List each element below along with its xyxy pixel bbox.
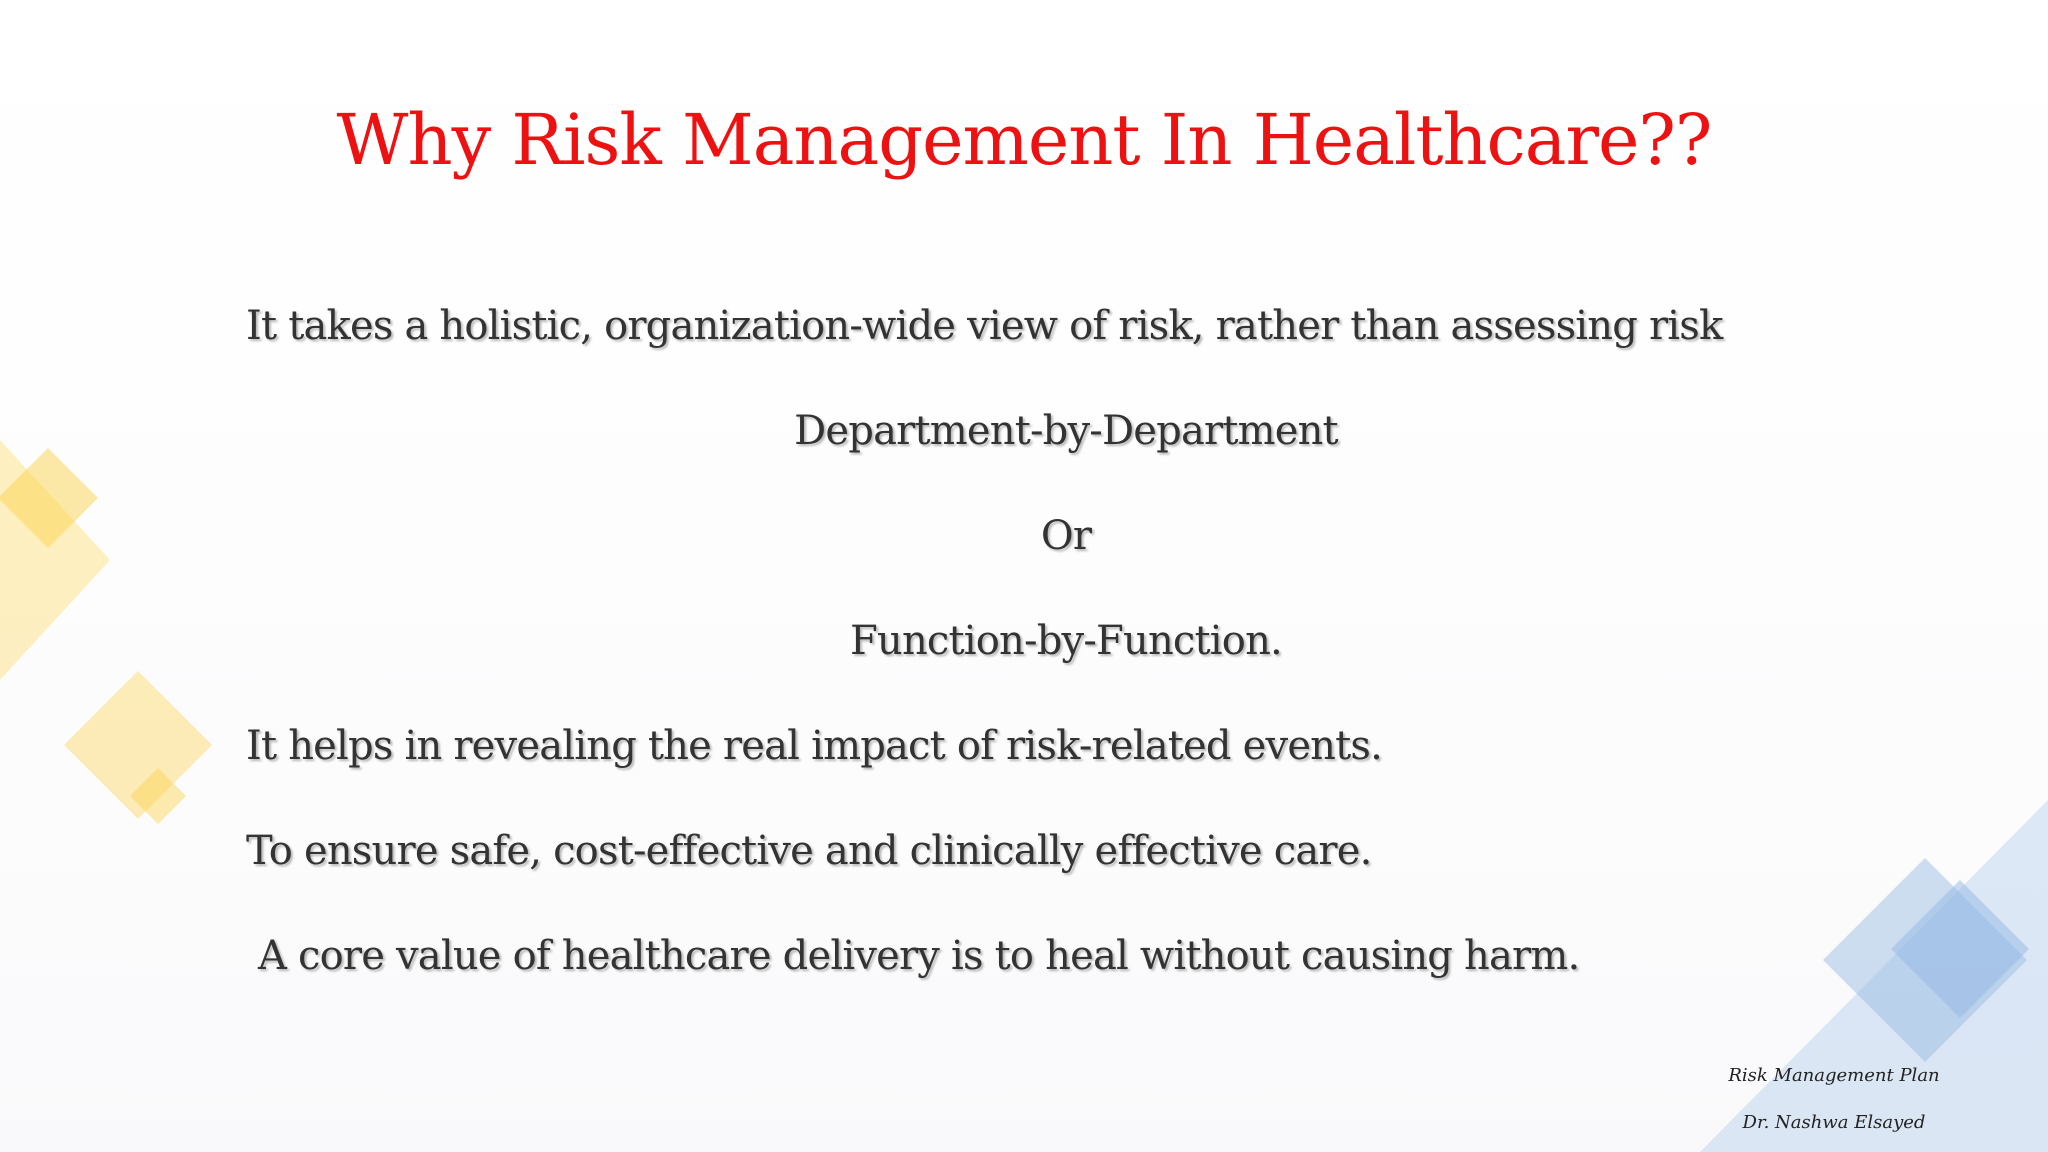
footer-plan-title: Risk Management Plan: [1728, 1065, 1940, 1086]
footer-author: Dr. Nashwa Elsayed: [1742, 1112, 1926, 1133]
body-line-or: Or: [1040, 513, 1092, 559]
body-line-real-impact: It helps in revealing the real impact of risk-related events.: [246, 723, 1383, 769]
body-line-safe-care: To ensure safe, cost-effective and clinically effective care.: [246, 828, 1372, 874]
body-line-function: Function-by-Function.: [850, 618, 1282, 664]
slide-title: Why Risk Management In Healthcare??: [336, 99, 1712, 181]
body-line-holistic-view: It takes a holistic, organization-wide view of risk, rather than assessing risk: [246, 303, 1723, 349]
body-line-department: Department-by-Department: [794, 408, 1338, 454]
body-line-core-value: A core value of healthcare delivery is to heal without causing harm.: [258, 933, 1580, 979]
